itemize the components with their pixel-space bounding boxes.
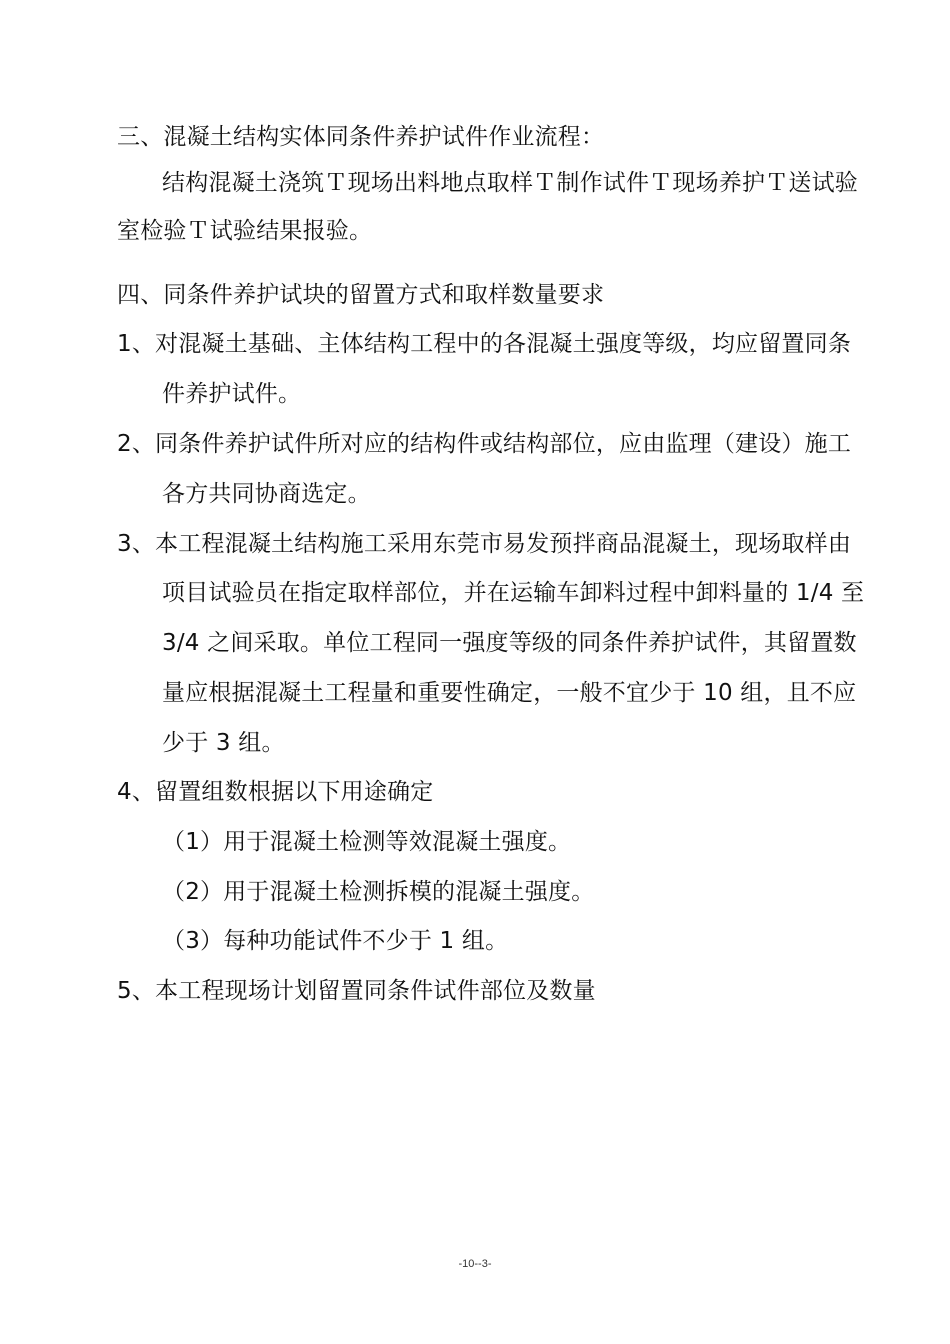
item-3-line-5: 少于 3 组。 — [162, 730, 285, 756]
item-1-line-2: 件养护试件。 — [162, 381, 302, 407]
item-2-line-2: 各方共同协商选定。 — [162, 481, 371, 507]
section-3-flow-line-2: 室检验Ｔ试验结果报验。 — [117, 218, 373, 244]
section-4-heading: 四、同条件养护试块的留置方式和取样数量要求 — [117, 282, 605, 308]
item-3-line-3: 3/4 之间采取。单位工程同一强度等级的同条件养护试件，其留置数 — [162, 630, 857, 656]
item-3-line-2: 项目试验员在指定取样部位，并在运输车卸料过程中卸料量的 1/4 至 — [162, 580, 865, 606]
page-number: -10--3- — [458, 1258, 492, 1270]
item-3-line-4: 量应根据混凝土工程量和重要性确定，一般不宜少于 10 组，且不应 — [162, 680, 857, 706]
item-5: 5、本工程现场计划留置同条件试件部位及数量 — [117, 978, 596, 1004]
item-4-sub-3: （3）每种功能试件不少于 1 组。 — [162, 928, 509, 954]
section-3-heading: 三、混凝土结构实体同条件养护试件作业流程： — [117, 124, 605, 150]
section-3-flow-line-1: 结构混凝土浇筑Ｔ现场出料地点取样Ｔ制作试件Ｔ现场养护Ｔ送试验 — [162, 170, 858, 196]
item-4-sub-1: （1）用于混凝土检测等效混凝土强度。 — [162, 829, 572, 855]
item-2-line-1: 2、同条件养护试件所对应的结构件或结构部位，应由监理（建设）施工 — [117, 431, 852, 457]
item-1-line-1: 1、对混凝土基础、主体结构工程中的各混凝土强度等级，均应留置同条 — [117, 331, 852, 357]
item-3-line-1: 3、本工程混凝土结构施工采用东莞市易发预拌商品混凝土，现场取样由 — [117, 531, 852, 557]
item-4-heading: 4、留置组数根据以下用途确定 — [117, 779, 434, 805]
item-4-sub-2: （2）用于混凝土检测拆模的混凝土强度。 — [162, 879, 595, 905]
